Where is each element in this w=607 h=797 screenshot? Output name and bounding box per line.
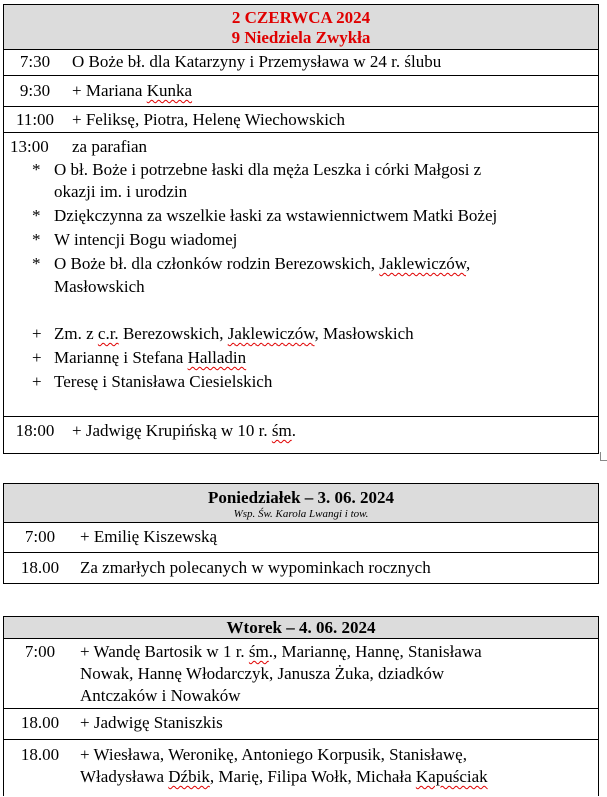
mass-intention: O Boże bł. dla Katarzyny i Przemysława w 24 r. ślubu — [72, 52, 442, 71]
mass-time: 7:00 — [24, 527, 56, 546]
mass-row — [4, 75, 598, 106]
sunday-header — [4, 5, 598, 50]
deceased-line: Teresę i Stanisława Ciesielskich — [54, 372, 273, 391]
monday-header — [4, 484, 598, 523]
spellcheck-word: Halladin — [187, 348, 247, 367]
spellcheck-word: Kunka — [146, 81, 193, 100]
mass-row — [4, 552, 598, 583]
mass-time: 7:00 — [24, 642, 56, 661]
monday-subtitle: Wsp. Św. Karola Lwangi i tow. — [233, 508, 369, 520]
deceased-bullet: + — [32, 348, 42, 367]
tuesday-table — [3, 616, 599, 796]
deceased-line: Zm. z c.r. Berezowskich, Jaklewiczów, Masłowskich — [54, 324, 414, 343]
mass-time: 7:30 — [19, 52, 51, 71]
deceased-line: Mariannę i Stefana Halladin — [54, 348, 247, 367]
mass-intention: Nowak, Hannę Włodarczyk, Janusza Żuka, dziadków — [80, 664, 445, 683]
mass-intention: + Emilię Kiszewską — [80, 527, 218, 546]
mass-row — [4, 739, 598, 797]
intention-bullet: * — [32, 206, 41, 225]
mass-time: 18:00 — [15, 421, 55, 440]
monday-table — [3, 483, 599, 584]
intention-bullet: * — [32, 254, 41, 273]
mass-row — [4, 416, 598, 444]
mass-row — [4, 639, 598, 708]
sunday-date: 2 CZERWCA 2024 — [231, 8, 371, 27]
intention-line: Masłowskich — [54, 277, 145, 296]
mass-time: 18.00 — [20, 713, 60, 732]
table-resize-handle[interactable] — [600, 452, 607, 461]
intention-bullet: * — [32, 160, 41, 179]
mass-time: 18.00 — [20, 745, 60, 764]
mass-intention: + Wiesława, Weronikę, Antoniego Korpusik, Stanisławę, — [80, 745, 467, 764]
mass-row — [4, 708, 598, 739]
mass-intention: + Mariana Kunka — [72, 81, 193, 100]
intention-line: W intencji Bogu wiadomej — [54, 230, 238, 249]
spellcheck-word: Dźbik — [168, 767, 210, 786]
intention-bullet: * — [32, 230, 41, 249]
sunday-table — [3, 4, 599, 454]
mass-intention: Za zmarłych polecanych w wypominkach rocznych — [80, 558, 431, 577]
monday-title: Poniedziałek – 3. 06. 2024 — [207, 488, 395, 507]
mass-intention: Antczaków i Nowaków — [80, 686, 241, 705]
intention-line: Dziękczynna za wszelkie łaski za wstawiennictwem Matki Bożej — [54, 206, 498, 225]
mass-intention: + Jadwigę Staniszkis — [80, 713, 223, 732]
mass-time: 9:30 — [19, 81, 51, 100]
spellcheck-word: Jaklewiczów — [379, 254, 466, 273]
mass-intention: za parafian — [72, 137, 148, 156]
mass-row-1300 — [4, 132, 598, 416]
intention-line: O bł. Boże i potrzebne łaski dla męża Leszka i córki Małgosi z — [54, 160, 482, 179]
deceased-bullet: + — [32, 324, 42, 343]
intention-line: okazji im. i urodzin — [54, 182, 188, 201]
mass-time: 13:00 — [10, 137, 49, 156]
tuesday-title: Wtorek – 4. 06. 2024 — [226, 618, 376, 637]
deceased-bullet: + — [32, 372, 42, 391]
spellcheck-word: śm — [271, 421, 292, 440]
spellcheck-word: Kapuściak — [415, 767, 488, 786]
spellcheck-word: Jaklewiczów — [227, 324, 315, 343]
intention-line: O Boże bł. dla członków rodzin Berezowskich, Jaklewiczów, — [54, 254, 471, 273]
mass-row — [4, 106, 598, 132]
mass-intention: + Wandę Bartosik w 1 r. śm., Mariannę, Hannę, Stanisława — [80, 642, 482, 661]
mass-row — [4, 523, 598, 552]
spellcheck-word: śm — [248, 642, 269, 661]
mass-time: 18.00 — [20, 558, 60, 577]
spellcheck-word: c.r. — [97, 324, 119, 343]
sunday-name: 9 Niedziela Zwykła — [231, 28, 371, 47]
mass-intention: + Feliksę, Piotra, Helenę Wiechowskich — [72, 110, 345, 129]
mass-time: 11:00 — [15, 110, 55, 129]
mass-intention: Władysława Dźbik, Marię, Filipa Wołk, Michała Kapuściak — [80, 767, 488, 786]
mass-intention: + Jadwigę Krupińską w 10 r. śm. — [72, 421, 296, 440]
mass-row — [4, 50, 598, 75]
tuesday-header — [4, 617, 598, 639]
